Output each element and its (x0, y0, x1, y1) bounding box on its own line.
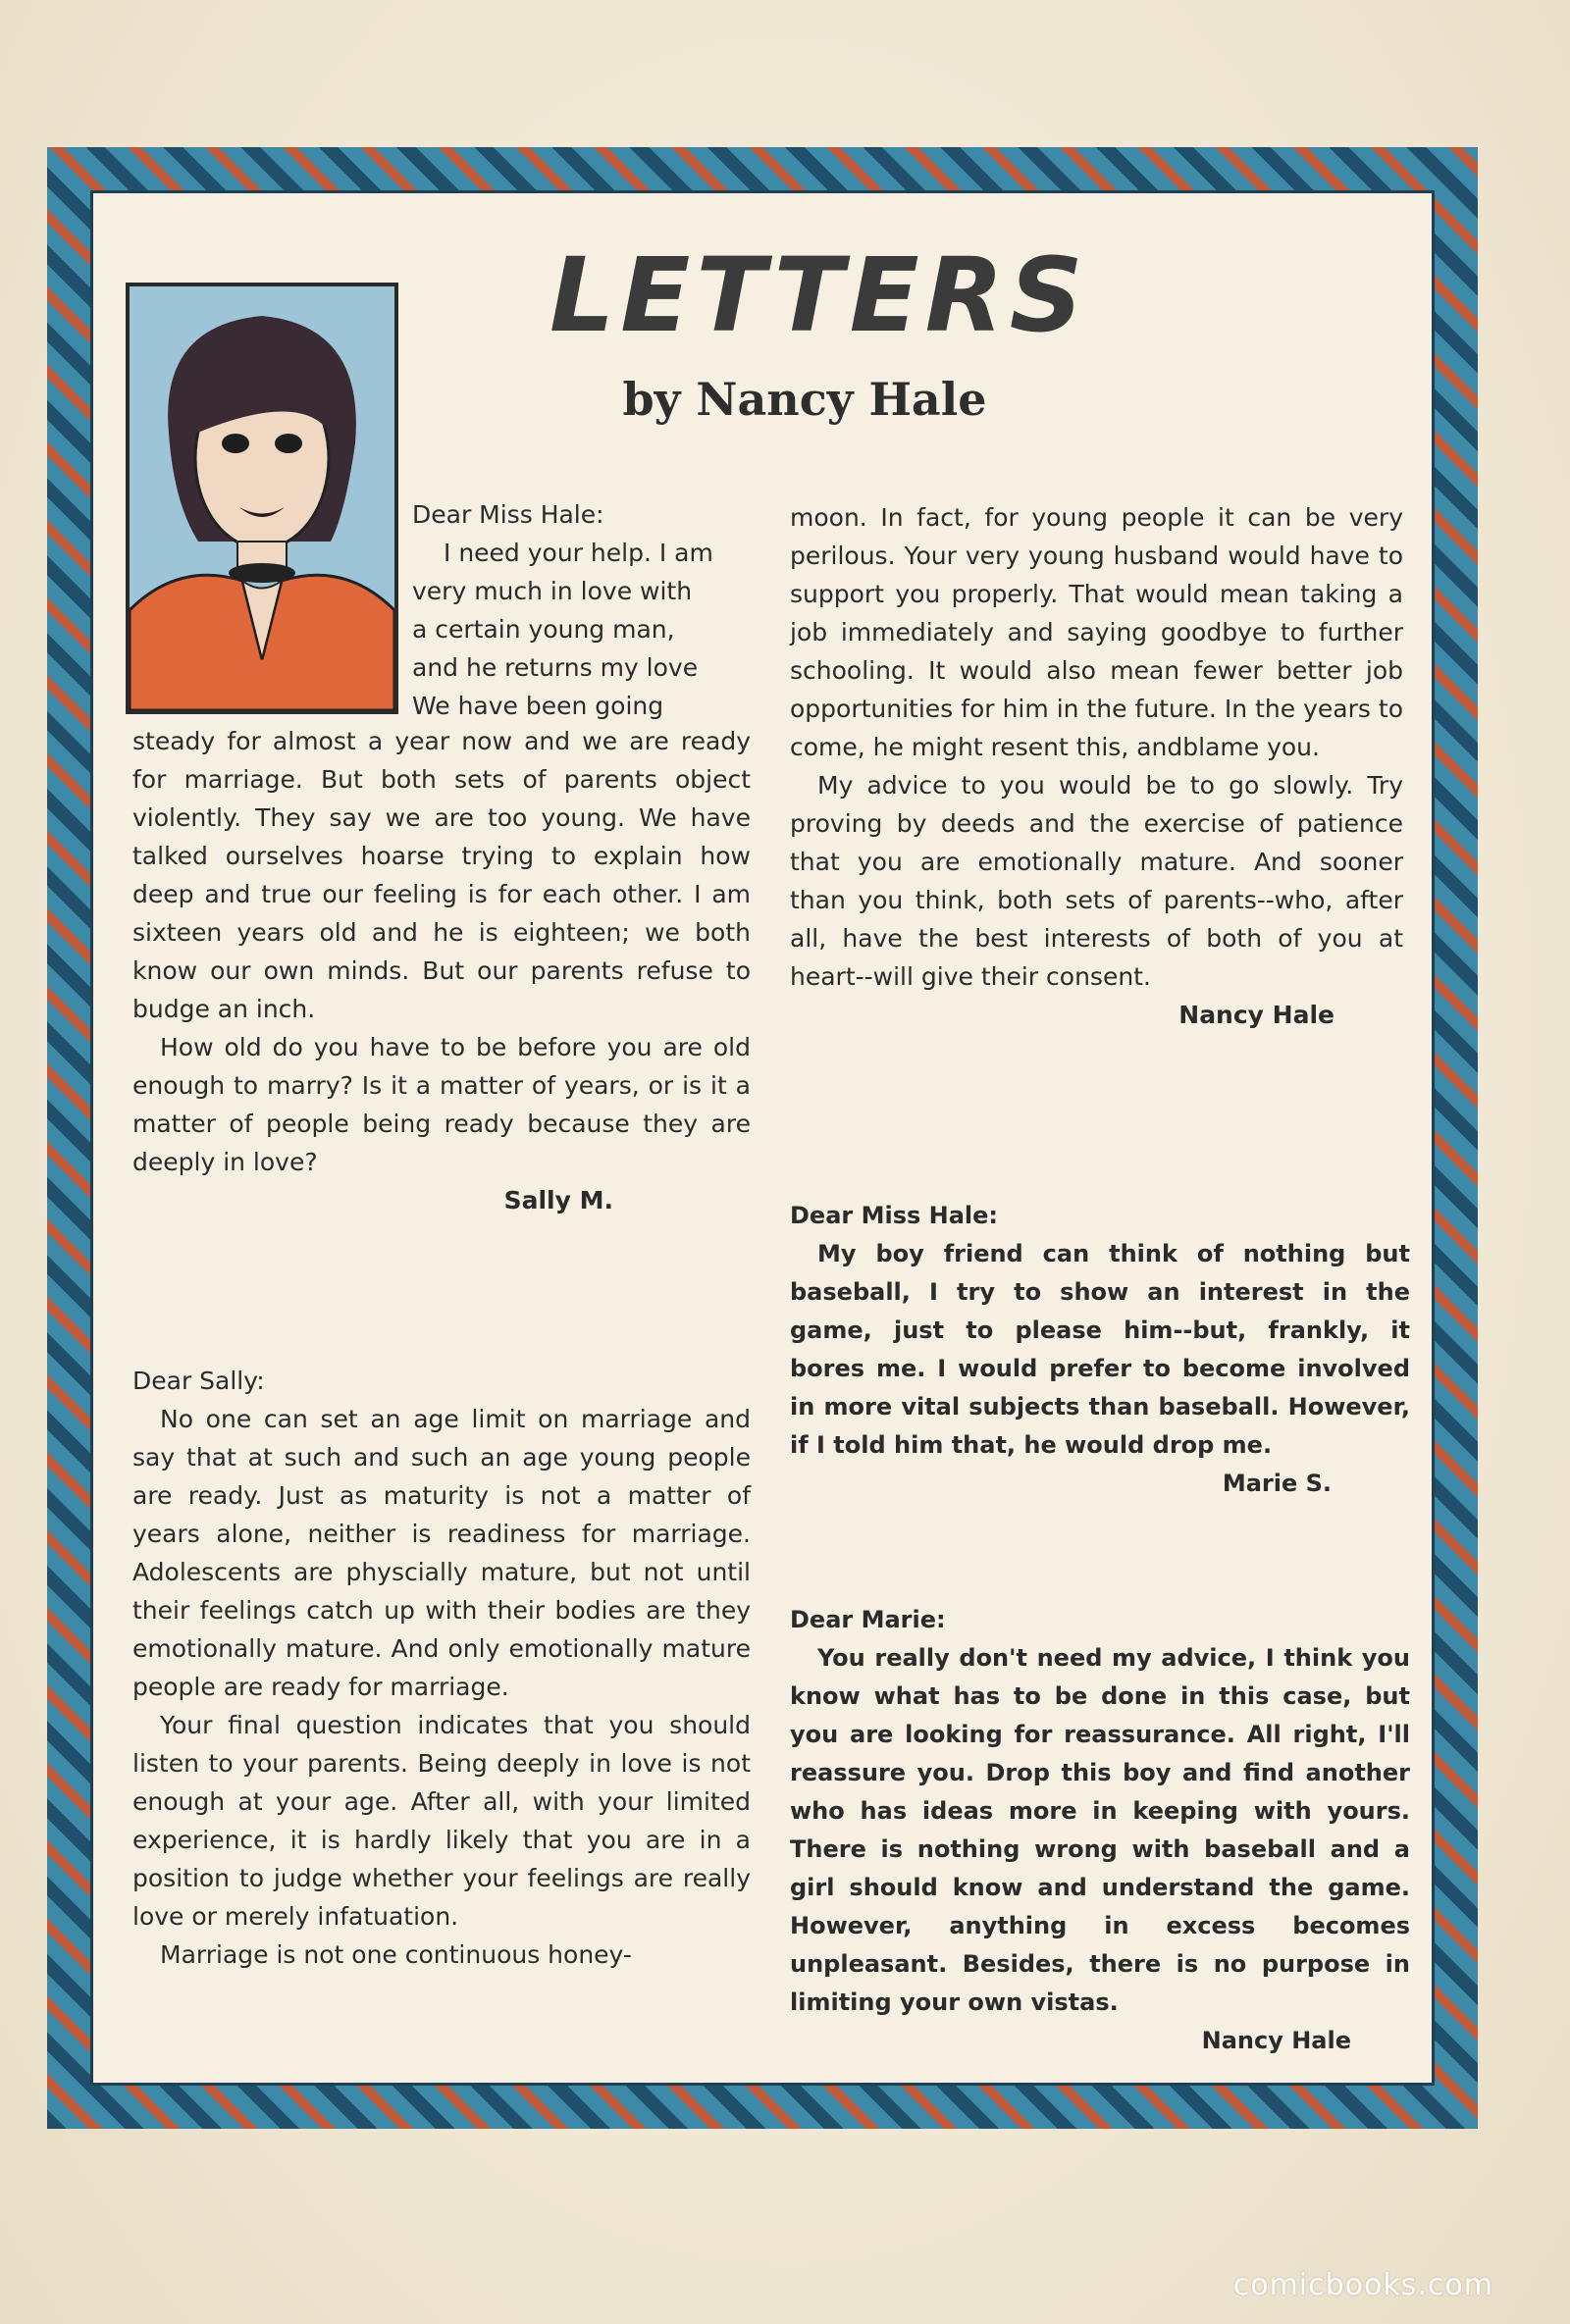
letter1-line: I need your help. I am (444, 539, 713, 567)
site-credit: comicbooks.com (1232, 2268, 1493, 2302)
letter2-signature: Marie S. (1222, 1470, 1332, 1497)
letter1-paragraph: steady for almost a year now and we are ready for marriage. But both sets of parents object violently. They say we are too young. We have talked ourselves hoarse trying to explain how deep and true our feeling is for each other. I am sixteen years old and he is eighteen; we both know our own minds. But our parents refuse to budge an inch. (132, 727, 751, 1023)
reply2-salutation: Dear Marie: (790, 1606, 946, 1633)
woman-portrait-icon (130, 286, 394, 710)
reply2-paragraph: You really don't need my advice, I think you know what has to be done in this case, but you are looking for reassurance. All right, I'll reassure you. Drop this boy and find another who has ideas more in keeping with yours. There is nothing wrong with baseball and a girl should know and understand the game. However, anything in excess becomes unpleasant. Besides, there is no purpose in limiting your own vistas. (790, 1644, 1410, 2016)
reply1-left (132, 1362, 751, 1974)
reply2 (790, 1601, 1410, 2060)
reply1-salutation: Dear Sally: (132, 1367, 265, 1395)
letter1-salutation: Dear Miss Hale: (412, 500, 604, 529)
letter2 (790, 1197, 1410, 1503)
right-column (790, 498, 1403, 1034)
reply1-paragraph: Your final question indicates that you should listen to your parents. Being deeply in love is not enough at your age. After all, with your limited experience, it is hardly likely that you are in a position to judge whether your feelings are really love or merely infatuation. (132, 1711, 751, 1931)
reply1-paragraph: moon. In fact, for young people it can be very perilous. Your very young husband would have to support you properly. That would mean taking a job immediately and saying goodbye to further schooling. It would also mean fewer better job opportunities for him in the future. In the years to come, he might resent this, andblame you. (790, 503, 1403, 761)
letter1-line: and he returns my love (412, 653, 699, 682)
reply1-signature: Nancy Hale (1178, 1001, 1334, 1029)
letter1-line: a certain young man, (412, 615, 675, 644)
letter2-paragraph: My boy friend can think of nothing but baseball, I try to show an interest in the game, just to please him--but, frankly, it bores me. I would prefer to become involved in more vital subjects than baseball. However, if I told him that, he would drop me. (790, 1240, 1410, 1459)
page-title: LETTERS (550, 235, 1089, 355)
reply1-paragraph: My advice to you would be to go slowly. Try proving by deeds and the exercise of patience that you are emotionally mature. And sooner than you think, both sets of parents--who, after all, have the best interests of both of you at heart--will give their consent. (790, 771, 1403, 991)
byline: by Nancy Hale (622, 373, 987, 426)
reply1-paragraph: No one can set an age limit on marriage and say that at such and such an age young people are ready. Just as maturity is not a matter of years alone, neither is readiness for marriage. Adolescents are physcially mature, but not until their feelings catch up with their bodies are they emotionally mature. And only emotionally mature people are ready for marriage. (132, 1405, 751, 1701)
reply2-signature: Nancy Hale (1201, 2027, 1351, 2054)
letter2-salutation: Dear Miss Hale: (790, 1202, 999, 1229)
letter1-signature: Sally M. (503, 1186, 613, 1214)
reply1-paragraph: Marriage is not one continuous honey- (160, 1940, 632, 1969)
woman-portrait (126, 283, 398, 714)
letter1-top (412, 495, 756, 725)
letter1-line: We have been going (412, 692, 664, 720)
left-column (132, 722, 751, 1219)
letter1-paragraph: How old do you have to be before you are old enough to marry? Is it a matter of years, or is it a matter of people being ready because they are deeply in love? (132, 1033, 751, 1176)
letter1-line: very much in love with (412, 577, 693, 605)
